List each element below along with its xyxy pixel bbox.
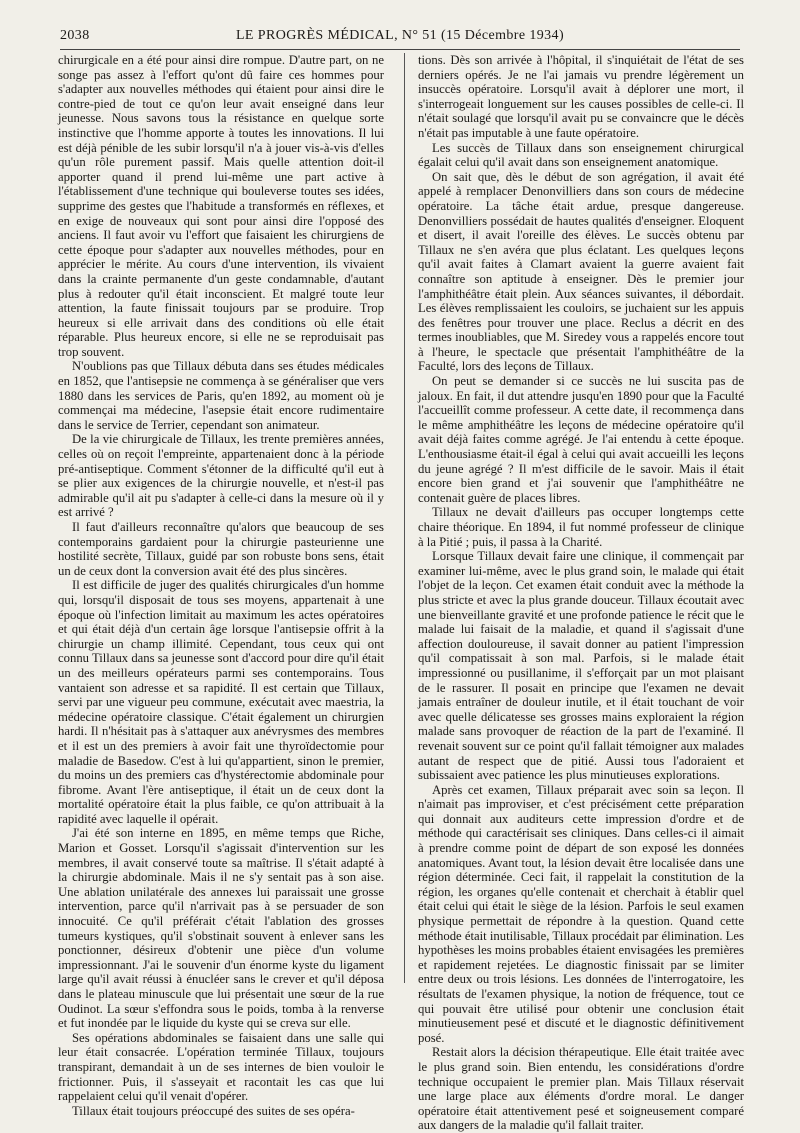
journal-title: LE PROGRÈS MÉDICAL, N° 51 (15 Décembre 1934) [235,28,565,43]
column-divider [404,53,405,983]
page-number: 2038 [60,28,90,43]
paragraph: De la vie chirurgicale de Tillaux, les trente premières années, celles où on reçoit l'empreinte, appartenaient donc à la période pré-antiseptique. Comment s'étonner de la difficulté qu'il eut à se plier aux exigences de la chirurgie nouvelle, et n'est-il pas admirable qu'il ait pu s'adapter à celle-ci dans la mesure où il y est arrivé ? [58,432,384,520]
paragraph: Ses opérations abdominales se faisaient dans une salle qui leur était consacrée. L'opération terminée Tillaux, toujours transpirant, demandait à un de ses internes de bien vouloir le frictionner. Puis, il s'asseyait et racontait les cas que lui rappelaient celui qu'il venait d'opérer. [58,1030,384,1104]
paragraph: On sait que, dès le début de son agrégation, il avait été appelé à remplacer Denonvilliers dans son cours de médecine opératoire. La tâche était ardue, presque dangereuse. Denonvilliers possédait de hautes qualités d'enseigner. Eloquent et disert, il avait l'oreille des élèves. Le succès obtenu par Tillaux ne s'en avéra que plus éclatant. Les quelques leçons qu'il avait faites à Clamart avaient la guerre avaient fait connaître son aptitude à enseigner. Dès le premier jour l'amphithéâtre était plein. Aux séances suivantes, il débordait. Les élèves remplissaient les couloirs, se juchaient sur les appuis des fenêtres pour trouver une place. Reclus a décrit en des termes inoubliables, que M. Siredey vous a rappelés encore tout à l'heure, le spectacle que présentait l'amphithéâtre de la Faculté, lors des leçons de Tillaux. [418,169,744,374]
paragraph: Tillaux ne devait d'ailleurs pas occuper longtemps cette chaire théorique. En 1894, il fut nommé professeur de clinique à la Pitié ; puis, il passa à la Charité. [418,505,744,549]
paragraph: J'ai été son interne en 1895, en même temps que Riche, Marion et Gosset. Lorsqu'il s'agissait d'intervention sur les membres, il avait conservé toute sa maîtrise. Il s'était adapté à la chirurgie abdominale. Mais il ne s'y sentait pas à son aise. Une ablation unilatérale des annexes lui paraissait une grosse intervention, parce qu'il n'arrivait pas à se persuader de son innocuité. Ce qu'il préférait c'était l'ablation des grosses tumeurs kystiques, qu'il s'obstinait souvent à enlever sans les ponctionner, désireux d'obtenir une pièce d'un volume impressionnant. J'ai le souvenir d'un énorme kyste du ligament large qu'il avait réussi à énucléer sans le crever et qu'il déposa dans le plateau minuscule que lui présentait une sœur de la rue Oudinot. La sœur s'effondra sous le poids, tomba à la renverse et fut inondée par le liquide du kyste qui se creva sur elle. [58,826,384,1031]
running-header [60,28,740,46]
left-column [58,53,384,1118]
paragraph: Il est difficile de juger des qualités chirurgicales d'un homme qui, lorsqu'il disposait de tous ses moyens, appartenait à une époque où l'infection limitait au maximum les actes opératoires et qui était déjà d'un certain âge lorsque l'antisepsie offrit à la chirurgie un champ illimité. Cependant, tous ceux qui ont connu Tillaux dans sa jeunesse sont d'accord pour dire qu'il était un des meilleurs opérateurs parmi ses contemporains. Tous vantaient son adresse et sa rapidité. Il est certain que Tillaux, servi par une vigueur peu commune, exécutait avec maestria, la médecine opératoire classique. C'était également un chirurgien hardi. Il n'hésitait pas à s'attaquer aux anévrysmes des membres et il est un des premiers à avoir fait une thyroïdectomie pour maladie de Basedow. C'est à lui qu'appartient, sinon le premier, du moins un des premiers cas d'hystérectomie abdominale pour fibrome. Avant l'ère antiseptique, il était un de ceux dont la mortalité opératoire était la plus faible, ce qu'on attribuait à la rapidité avec laquelle il opérait. [58,578,384,826]
right-column [418,53,744,1133]
paragraph: Restait alors la décision thérapeutique. Elle était traitée avec le plus grand soin. Bien entendu, les considérations d'ordre technique occupaient le premier plan. Mais Tillaux réservait une large place aux éléments d'ordre moral. Le danger opératoire était attentivement pesé et soigneusement comparé aux dangers de la maladie qu'il fallait traiter. [418,1045,744,1133]
paragraph: Après cet examen, Tillaux préparait avec soin sa leçon. Il n'aimait pas improviser, et c'est précisément cette préparation qui donnait aux auditeurs cette impression d'ordre et de méthode qui caractérisait ses cliniques. Dans celles-ci il aimait à prendre comme point de départ de son exposé les données anatomiques. Avant tout, la lésion devait être localisée dans une région déterminée. Ceci fait, il rappelait la constitution de la région, les organes qu'elle contenait et cherchait à établir quel était celui qui était le siège de la lésion. Parfois le seul examen physique permettait de répondre à la question. Quand cette méthode était inutilisable, Tillaux procédait par élimination. Les hypothèses les moins probables étaient envisagées les premières et rapidement rejetées. Le diagnostic finissait par se limiter entre deux ou trois lésions. Les données de l'interrogatoire, les résultats de l'examen physique, la notion de fréquence, tout ce qui pouvait être utilisé pour obtenir une conclusion était minutieusement pesé et discuté et le diagnostic définitivement posé. [418,782,744,1045]
paragraph: N'oublions pas que Tillaux débuta dans ses études médicales en 1852, que l'antisepsie ne commença à se généraliser que vers 1880 dans les services de Paris, qu'en 1892, au moment où je commençai ma médecine, l'asepsie était encore rudimentaire dans le service de Terrier, cependant son animateur. [58,359,384,432]
paragraph: tions. Dès son arrivée à l'hôpital, il s'inquiétait de l'état de ses derniers opérés. Je ne l'ai jamais vu prendre légèrement un insuccès opératoire. Lorsqu'il avait à déplorer une mort, il s'interrogeait longuement sur les causes possibles de celle-ci. Il n'était soulagé que lorsqu'il avait pu se convaincre que le décès n'était pas imputable à une faute opératoire. [418,53,744,140]
paragraph: Les succès de Tillaux dans son enseignement chirurgical égalait celui qu'il avait dans son enseignement anatomique. [418,140,744,170]
header-rule [60,49,740,50]
paragraph: On peut se demander si ce succès ne lui suscita pas de jaloux. En fait, il dut attendre jusqu'en 1890 pour que la Faculté l'accueillît comme professeur. A cette date, il recommença dans le même amphithéâtre les leçons de médecine opératoire qu'il avait déjà faites comme agrégé. Je l'ai entendu à cette époque. L'enthousiasme était-il égal à celui qui avait accueilli les leçons du jeune agrégé ? Il m'est difficile de le savoir. Mais il était encore bien grand et j'ai souvenir que l'amphithéâtre ne contenait guère de places libres. [418,374,744,505]
paragraph: Tillaux était toujours préoccupé des suites de ses opéra- [72,1103,355,1118]
paragraph: Lorsque Tillaux devait faire une clinique, il commençait par examiner lui-même, avec le plus grand soin, le malade qui était l'objet de la leçon. Cet examen était conduit avec la méthode la plus stricte et avec la plus grande douceur. Tillaux écoutait avec une bienveillante gravité et une profonde patience le récit que le malade lui faisait de la maladie, et quand il s'agissait d'une affection douloureuse, il savait donner au patient l'impression qu'il compatissait à son mal. Parfois, si le malade était impressionné ou pusillanime, il s'efforçait par un mot plaisant de le rassurer. Il posait en principe que l'examen ne devait jamais entraîner de douleur inutile, et il était touchant de voir avec quelle délicatesse ses grosses mains exploraient la région malade sans provoquer de réaction de la part de l'examiné. Il revenait souvent sur ce point qu'il fallait témoigner aux malades autant de respect que de pitié. Aussi tous l'adoraient et subissaient avec patience les plus minutieuses explorations. [418,549,744,783]
paragraph: chirurgicale en a été pour ainsi dire rompue. D'autre part, on ne songe pas assez à l'effort qu'ont dû faire ces hommes pour s'adapter aux nouvelles méthodes qui étaient pour ainsi dire le contre-pied de tout ce qu'on leur avait enseigné dans leur jeunesse. Nous savons tous la résistance en quelque sorte instinctive que l'homme apporte à toutes les innovations. Il lui est déjà pénible de les subir lorsqu'il n'a à jouer vis-à-vis d'elles qu'un rôle purement passif. Mais quelle attention doit-il apporter quand il prend lui-même une part active à l'établissement d'une technique qui bouleverse toutes ses idées, supprime des gestes que l'habitude a transformés en réflexes, et en exige de nouveaux qui sont pour ainsi dire l'opposé des anciens. Il faut avoir vu l'effort que faisaient les chirurgiens de cette époque pour s'adapter aux nouvelles méthodes, pour en apprécier le mérite. Au cours d'une intervention, ils vivaient dans la crainte permanente d'un geste condamnable, d'autant plus à redouter qu'il était inconscient. Et malgré toute leur attention, la faute finissait toujours par se produire. Trop heureux si elle arrivait dans des conditions où elle était réparable. Plus heureux encore, si elle ne se reproduisait pas trop souvent. [58,53,384,359]
paragraph: Il faut d'ailleurs reconnaître qu'alors que beaucoup de ses contemporains gardaient pour la chirurgie pasteurienne une hostilité secrète, Tillaux, guidé par son robuste bons sens, était un de ceux dont la conversion avait été des plus sincères. [58,520,384,578]
